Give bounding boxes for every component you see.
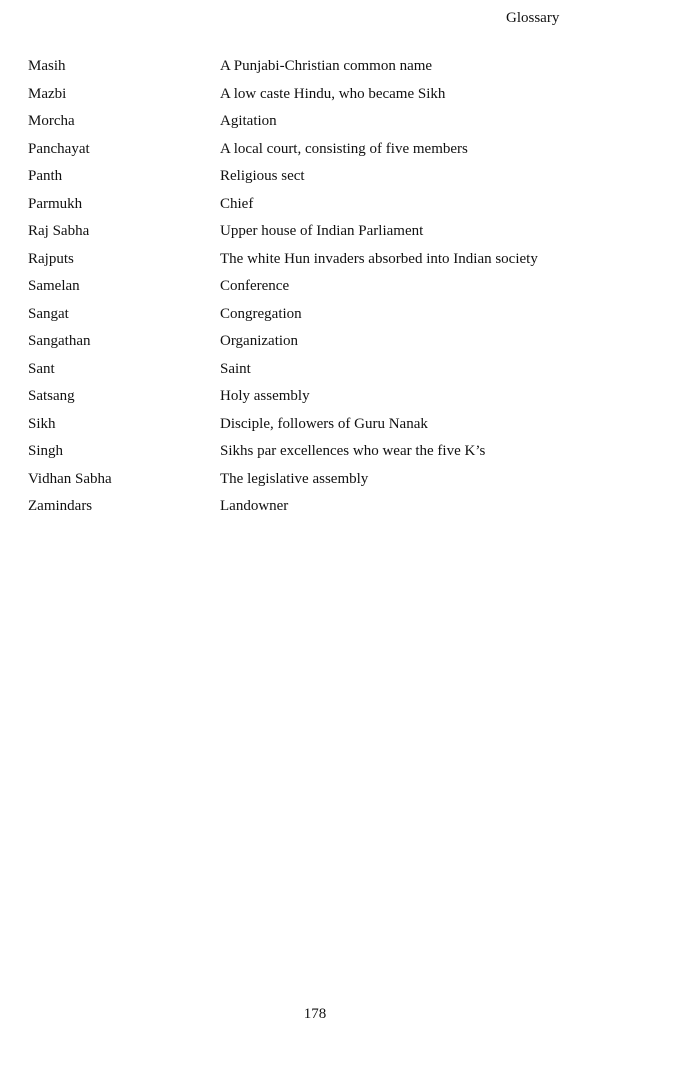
glossary-term: Mazbi bbox=[28, 85, 67, 102]
glossary-definition: Chief bbox=[220, 195, 254, 212]
glossary-definition: Religious sect bbox=[220, 168, 305, 184]
glossary-term: Vidhan Sabha bbox=[28, 470, 112, 487]
glossary-entry bbox=[28, 166, 648, 194]
glossary-entry bbox=[28, 111, 648, 139]
glossary-entry bbox=[28, 56, 648, 84]
glossary-entry bbox=[28, 139, 648, 167]
glossary-definition: Congregation bbox=[220, 305, 302, 322]
glossary-term: Satsang bbox=[28, 388, 75, 404]
glossary-definition: The legislative assembly bbox=[220, 470, 369, 487]
glossary-definition: Sikhs par excellences who wear the five K’s bbox=[220, 443, 486, 459]
glossary-term: Masih bbox=[28, 58, 66, 74]
glossary-entry bbox=[28, 469, 648, 497]
glossary-term: Panth bbox=[28, 168, 63, 184]
glossary-term: Samelan bbox=[28, 278, 80, 294]
glossary-entry bbox=[28, 249, 648, 277]
glossary-term: Sangathan bbox=[28, 333, 91, 349]
glossary-term: Rajputs bbox=[28, 250, 74, 267]
glossary-entry bbox=[28, 331, 648, 359]
glossary-entry bbox=[28, 84, 648, 112]
glossary-definition: Disciple, followers of Guru Nanak bbox=[220, 415, 428, 432]
glossary-entry bbox=[28, 414, 648, 442]
glossary-term: Parmukh bbox=[28, 195, 83, 212]
glossary-entry bbox=[28, 496, 648, 524]
glossary-term: Morcha bbox=[28, 113, 75, 129]
glossary-entry bbox=[28, 221, 648, 249]
glossary-definition: A Punjabi-Christian common name bbox=[220, 58, 433, 74]
glossary-entry bbox=[28, 441, 648, 469]
glossary-entry bbox=[28, 359, 648, 387]
glossary-entry bbox=[28, 386, 648, 414]
glossary-definition: Saint bbox=[220, 360, 251, 377]
glossary-definition: The white Hun invaders absorbed into Indian society bbox=[220, 250, 538, 267]
glossary-entry bbox=[28, 276, 648, 304]
page-number: 178 bbox=[303, 1006, 327, 1022]
glossary-term: Sangat bbox=[28, 305, 69, 322]
glossary-list bbox=[28, 56, 648, 524]
glossary-entry bbox=[28, 194, 648, 222]
glossary-definition: Holy assembly bbox=[220, 388, 310, 404]
glossary-definition: Agitation bbox=[220, 113, 277, 129]
glossary-definition: Upper house of Indian Parliament bbox=[220, 223, 424, 239]
glossary-term: Sant bbox=[28, 360, 55, 377]
glossary-term: Singh bbox=[28, 443, 64, 459]
running-header: Glossary bbox=[506, 10, 560, 26]
glossary-term: Sikh bbox=[28, 415, 56, 432]
glossary-term: Raj Sabha bbox=[28, 223, 90, 239]
glossary-term: Zamindars bbox=[28, 498, 93, 514]
glossary-definition: A low caste Hindu, who became Sikh bbox=[220, 85, 446, 102]
glossary-definition: Organization bbox=[220, 333, 299, 349]
glossary-definition: Landowner bbox=[220, 498, 289, 514]
glossary-definition: A local court, consisting of five members bbox=[220, 140, 468, 157]
glossary-entry bbox=[28, 304, 648, 332]
glossary-term: Panchayat bbox=[28, 140, 90, 157]
glossary-definition: Conference bbox=[220, 278, 290, 294]
